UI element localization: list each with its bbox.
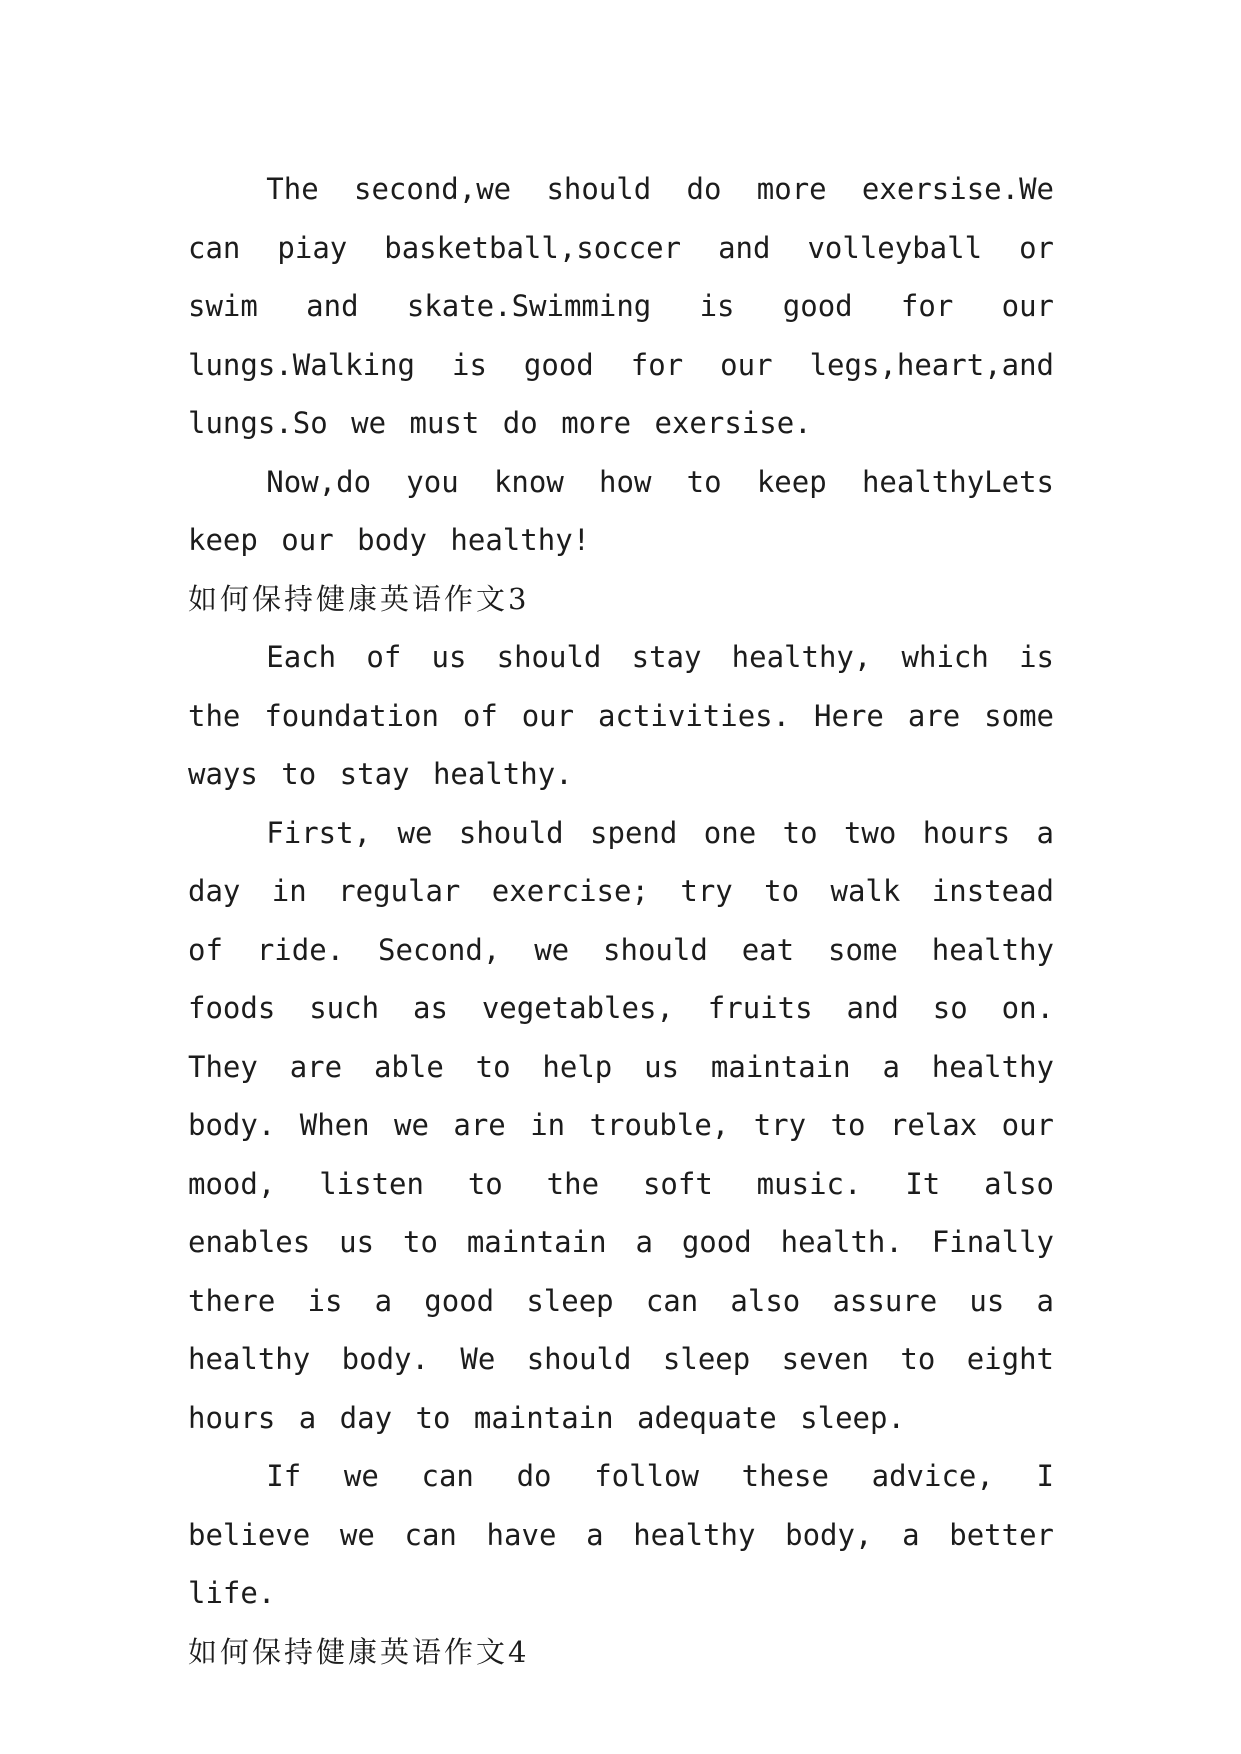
paragraph-intro: Each of us should stay healthy, which is the foundation of our activities. Here are some ways to stay healthy. <box>188 640 1054 791</box>
section-heading-4: 如何保持健康英语作文4 <box>188 1634 530 1669</box>
paragraph-exercise: The second,we should do more exersise.We can piay basketball,soccer and volleyball or swim and skate.Swimming is good for our lungs.Walking is good for our legs,heart,and lungs.So we must do more exersise. <box>188 172 1054 440</box>
paragraph-keep-healthy: Now,do you know how to keep healthyLets keep our body healthy! <box>188 464 1054 557</box>
paragraph-ways: First, we should spend one to two hours a day in regular exercise; try to walk instead of ride. Second, we should eat some healthy foods such as vegetables, fruits and so on. They are able to help us maintain a healthy body. When we are in trouble, try to relax our mood, listen to the soft music. It also enables us to maintain a good health. Finally there is a good sleep can also assure us a healthy body. We should sleep seven to eight hours a day to maintain adequate sleep. <box>188 815 1054 1435</box>
paragraph-conclusion: If we can do follow these advice, I believe we can have a healthy body, a better life. <box>188 1459 1054 1610</box>
section-heading-3: 如何保持健康英语作文3 <box>188 581 530 616</box>
document-page <box>188 160 1054 1681</box>
